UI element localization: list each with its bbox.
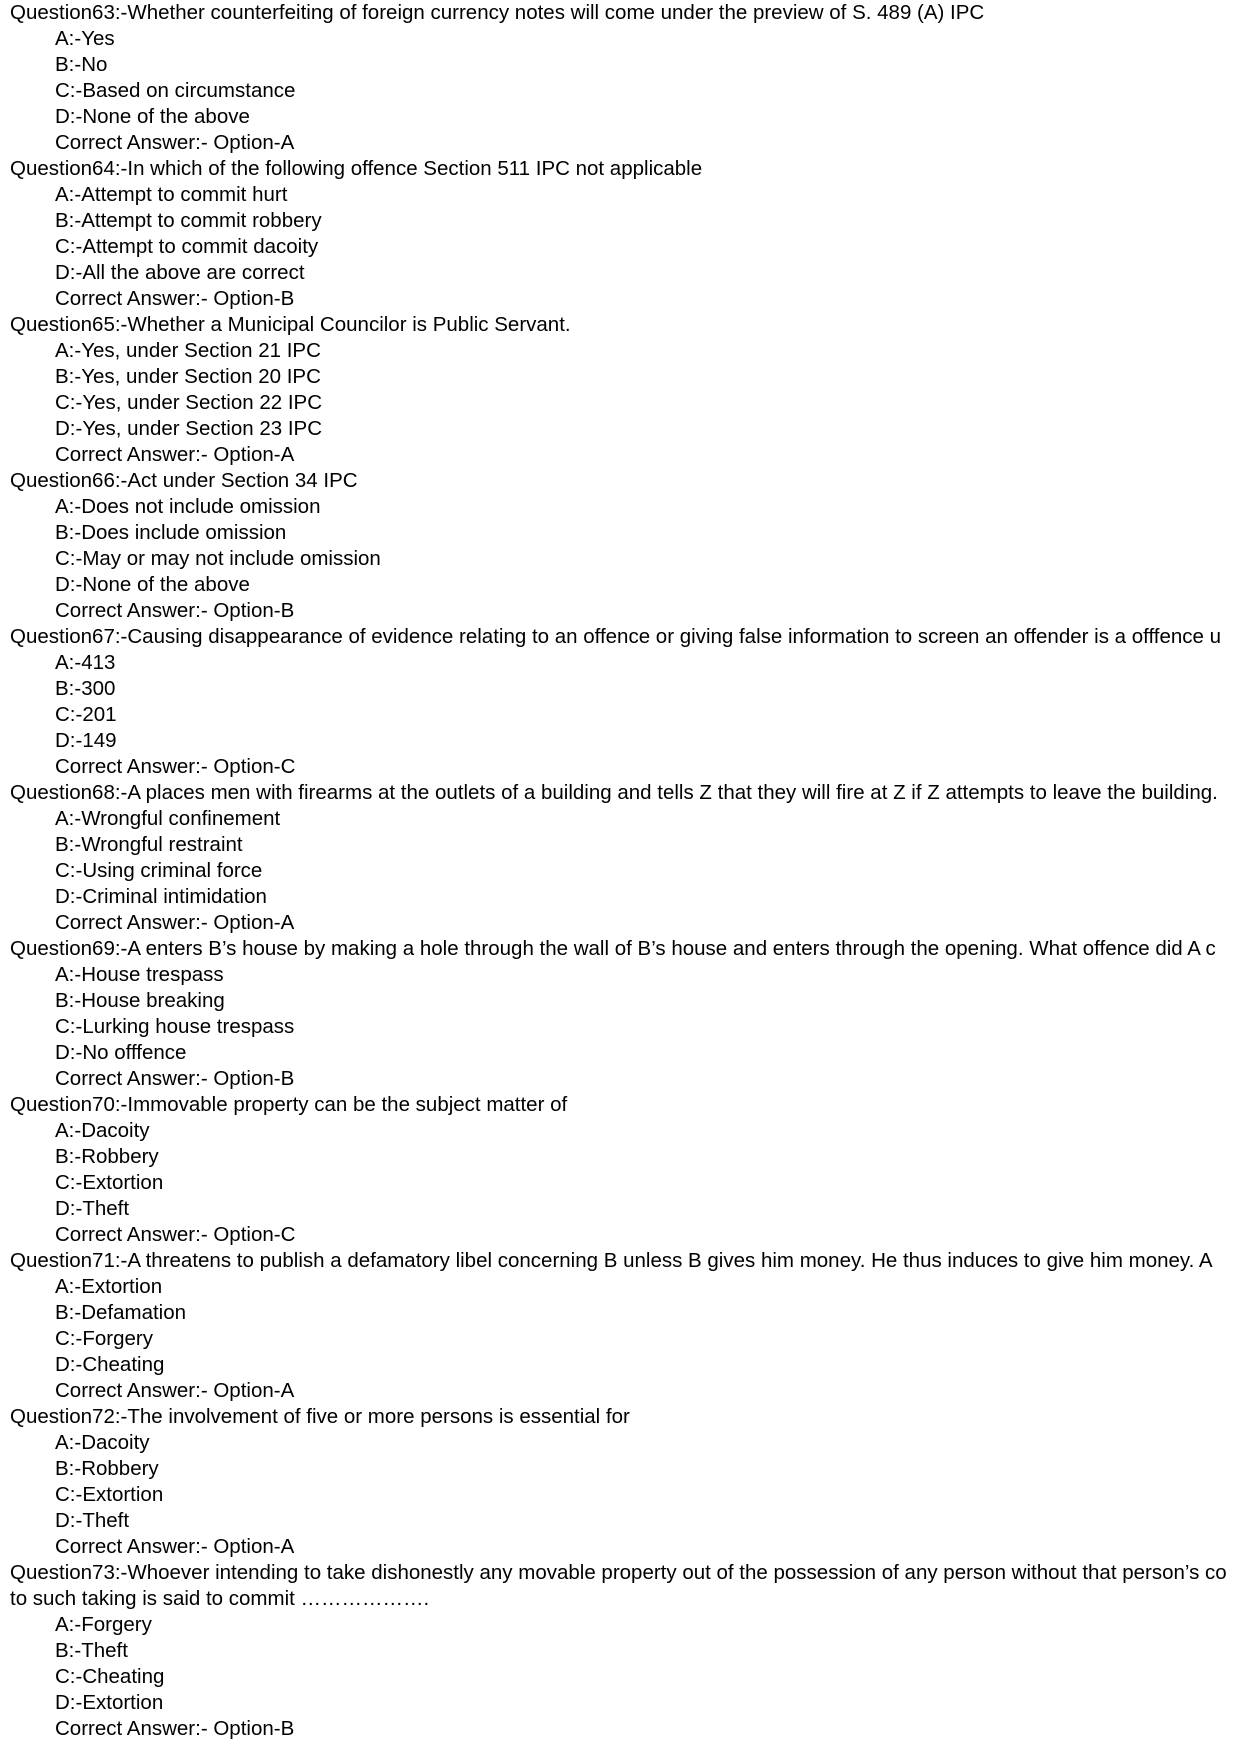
option-a: A:-Dacoity <box>55 1431 150 1454</box>
option-c: C:-Extortion <box>55 1171 164 1194</box>
option-d: D:-All the above are correct <box>55 261 305 284</box>
question-text: Question71:-A threatens to publish a defamatory libel concerning B unless B gives him money. He thus induces to give him money. A <box>10 1249 1213 1272</box>
option-d: D:-Criminal intimidation <box>55 885 267 908</box>
question-text: Question73:-Whoever intending to take dishonestly any movable property out of the possession of any person without that person’s co <box>10 1561 1227 1584</box>
option-a: A:-413 <box>55 651 116 674</box>
option-b: B:-Wrongful restraint <box>55 833 243 856</box>
option-a: A:-House trespass <box>55 963 224 986</box>
correct-answer: Correct Answer:- Option-A <box>55 1535 295 1558</box>
option-d: D:-No offfence <box>55 1041 187 1064</box>
question-text: Question69:-A enters B’s house by making a hole through the wall of B’s house and enters through the opening. What offence did A c <box>10 937 1216 960</box>
question-text: Question72:-The involvement of five or more persons is essential for <box>10 1405 630 1428</box>
option-d: D:-None of the above <box>55 573 250 596</box>
option-c: C:-Extortion <box>55 1483 164 1506</box>
option-a: A:-Forgery <box>55 1613 152 1636</box>
option-c: C:-Lurking house trespass <box>55 1015 295 1038</box>
correct-answer: Correct Answer:- Option-A <box>55 443 295 466</box>
option-c: C:-Using criminal force <box>55 859 263 882</box>
option-d: D:-Extortion <box>55 1691 164 1714</box>
option-c: C:-Attempt to commit dacoity <box>55 235 319 258</box>
option-c: C:-Based on circumstance <box>55 79 296 102</box>
correct-answer: Correct Answer:- Option-A <box>55 911 295 934</box>
option-a: A:-Yes, under Section 21 IPC <box>55 339 321 362</box>
correct-answer: Correct Answer:- Option-A <box>55 131 295 154</box>
option-a: A:-Dacoity <box>55 1119 150 1142</box>
correct-answer: Correct Answer:- Option-C <box>55 1223 296 1246</box>
option-b: B:-Robbery <box>55 1145 159 1168</box>
option-c: C:-Cheating <box>55 1665 165 1688</box>
option-d: D:-Yes, under Section 23 IPC <box>55 417 323 440</box>
option-c: C:-May or may not include omission <box>55 547 381 570</box>
option-b: B:-Theft <box>55 1639 128 1662</box>
option-b: B:-300 <box>55 677 116 700</box>
option-a: A:-Attempt to commit hurt <box>55 183 288 206</box>
option-d: D:-Theft <box>55 1509 130 1532</box>
option-b: B:-Attempt to commit robbery <box>55 209 322 232</box>
correct-answer: Correct Answer:- Option-B <box>55 287 295 310</box>
option-d: D:-Cheating <box>55 1353 165 1376</box>
option-b: B:-Defamation <box>55 1301 187 1324</box>
correct-answer: Correct Answer:- Option-C <box>55 755 296 778</box>
question-text: Question63:-Whether counterfeiting of foreign currency notes will come under the preview of S. 489 (A) IPC <box>10 1 985 24</box>
option-d: D:-149 <box>55 729 117 752</box>
question-text: Question67:-Causing disappearance of evidence relating to an offence or giving false information to screen an offender is a offfence u <box>10 625 1222 648</box>
option-b: B:-Does include omission <box>55 521 287 544</box>
option-d: D:-Theft <box>55 1197 130 1220</box>
option-a: A:-Does not include omission <box>55 495 321 518</box>
question-text: Question66:-Act under Section 34 IPC <box>10 469 358 492</box>
option-d: D:-None of the above <box>55 105 250 128</box>
option-b: B:-No <box>55 53 108 76</box>
option-a: A:-Extortion <box>55 1275 163 1298</box>
question-list <box>10 0 1240 1742</box>
question-text: Question70:-Immovable property can be the subject matter of <box>10 1093 568 1116</box>
question-text: Question64:-In which of the following offence Section 511 IPC not applicable <box>10 157 703 180</box>
correct-answer: Correct Answer:- Option-A <box>55 1379 295 1402</box>
option-b: B:-Yes, under Section 20 IPC <box>55 365 321 388</box>
option-b: B:-Robbery <box>55 1457 159 1480</box>
option-c: C:-Yes, under Section 22 IPC <box>55 391 323 414</box>
question-text: Question68:-A places men with firearms at the outlets of a building and tells Z that they will fire at Z if Z attempts to leave the building. <box>10 781 1218 804</box>
option-a: A:-Yes <box>55 27 115 50</box>
option-c: C:-Forgery <box>55 1327 153 1350</box>
option-a: A:-Wrongful confinement <box>55 807 281 830</box>
correct-answer: Correct Answer:- Option-B <box>55 599 295 622</box>
correct-answer: Correct Answer:- Option-B <box>55 1717 295 1740</box>
option-b: B:-House breaking <box>55 989 225 1012</box>
correct-answer: Correct Answer:- Option-B <box>55 1067 295 1090</box>
option-c: C:-201 <box>55 703 117 726</box>
question-text: Question65:-Whether a Municipal Councilor is Public Servant. <box>10 313 571 336</box>
question-text-continued: to such taking is said to commit ………………. <box>10 1587 430 1610</box>
